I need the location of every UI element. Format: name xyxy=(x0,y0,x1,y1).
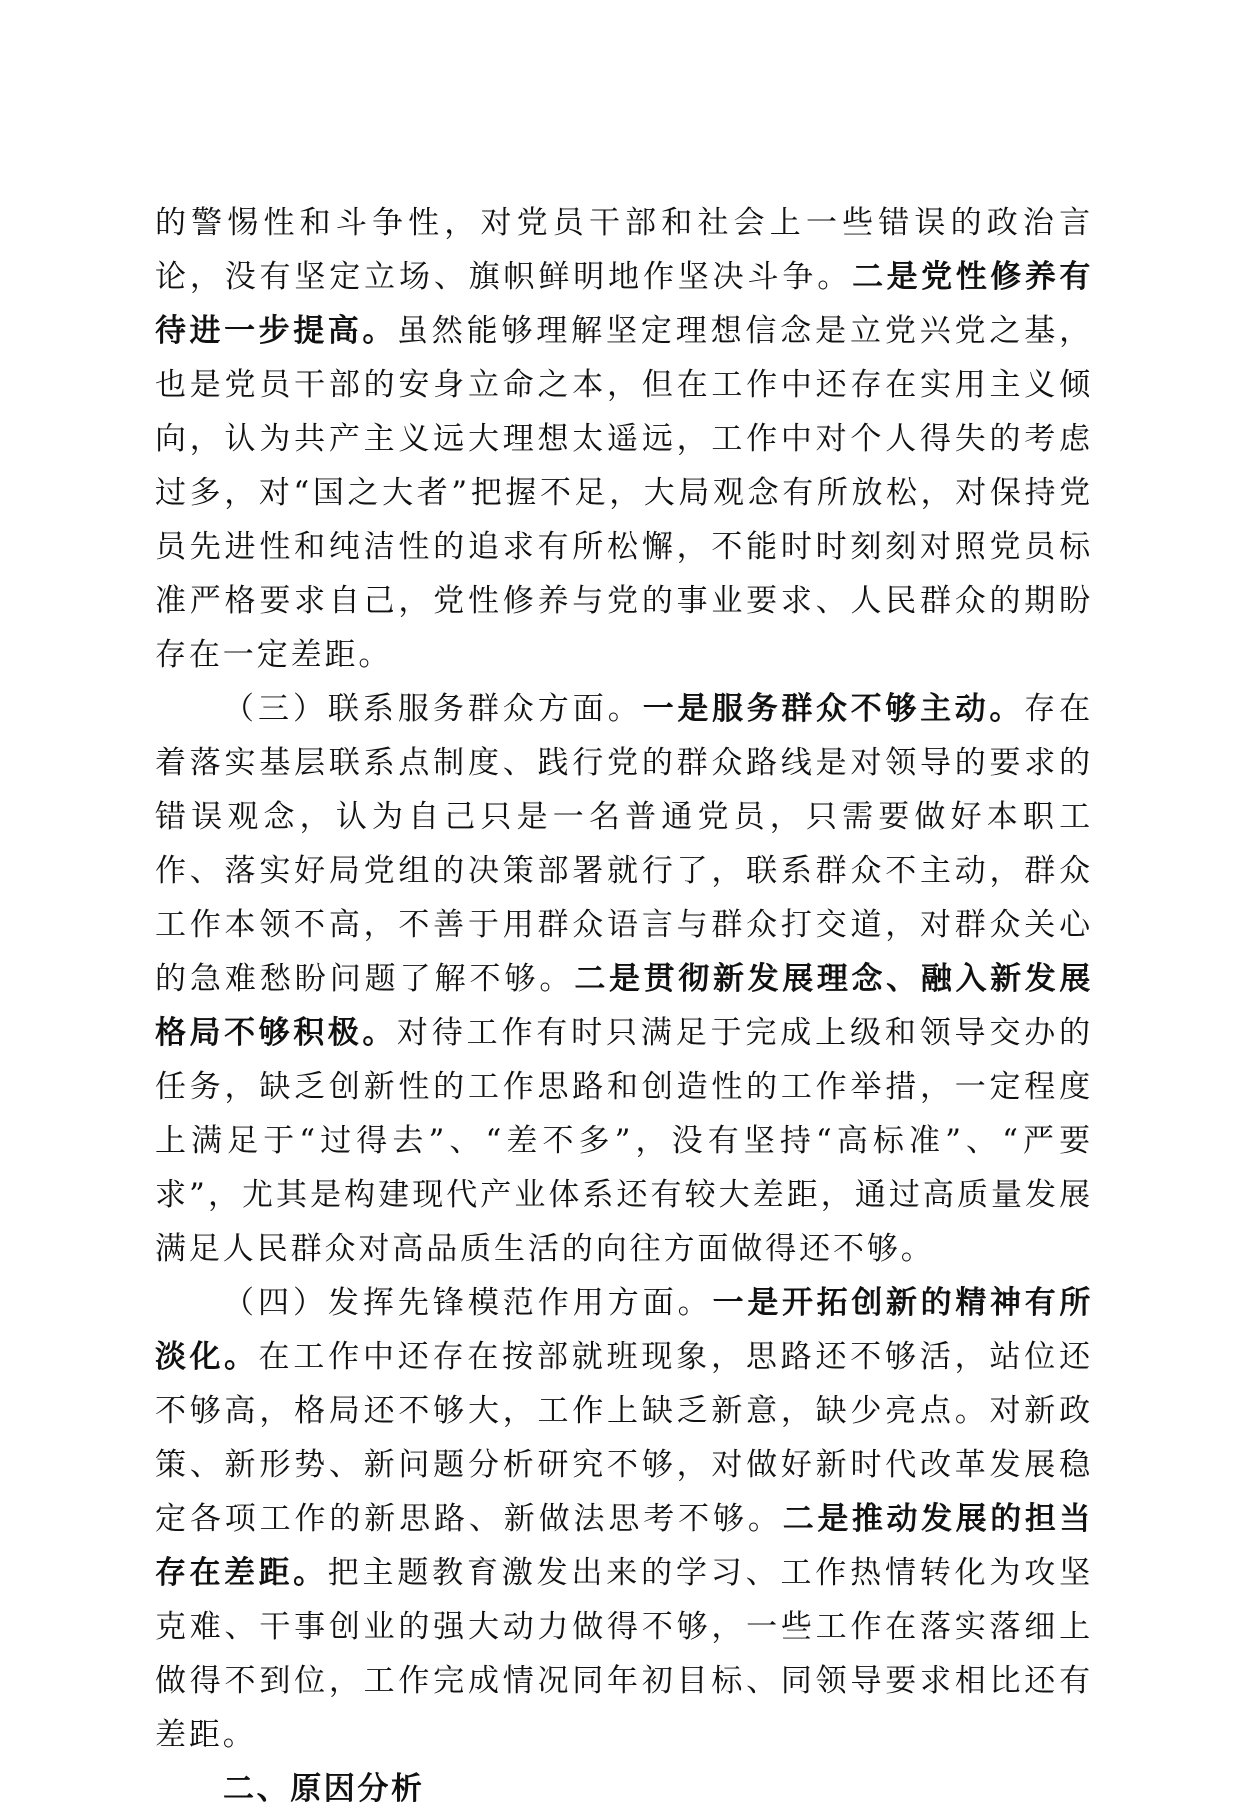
paragraph-text: 在工作中还存在按部就班现象，思路还不够活，站位还不够高，格局还不够大，工作上缺乏新意，缺少亮点。对新政策、新形势、新问题分析研究不够，对做好新时代改革发展稳定各项工作的新思路、新做法思考不够。 xyxy=(155,1339,1093,1537)
paragraph-text: （四）发挥先锋模范作用方面。 xyxy=(223,1285,713,1321)
paragraph-text: 虽然能够理解坚定理想信念是立党兴党之基，也是党员干部的安身立命之本，但在工作中还存在实用主义倾向，认为共产主义远大理想太遥远，工作中对个人得失的考虑过多，对“国之大者”把握不足，大局观念有所放松，对保持党员先进性和纯洁性的追求有所松懈，不能时时刻刻对照党员标准严格要求自己，党性修养与党的事业要求、人民群众的期盼存在一定差距。 xyxy=(155,313,1094,673)
paragraph-text: （三）联系服务群众方面。 xyxy=(223,691,643,727)
paragraph-bold-heading: 一是服务群众不够主动。 xyxy=(642,691,1025,727)
paragraph-party-spirit xyxy=(155,196,1093,682)
paragraph-vanguard-role xyxy=(155,1276,1093,1762)
document-body xyxy=(155,196,1093,1816)
paragraph-text: 存在着落实基层联系点制度、践行党的群众路线是对领导的要求的错误观念，认为自己只是一名普通党员，只需要做好本职工作、落实好局党组的决策部署就行了，联系群众不主动，群众工作本领不高，不善于用群众语言与群众打交道，对群众关心的急难愁盼问题了解不够。 xyxy=(155,691,1093,997)
paragraph-text: 的警惕性和斗争性，对党员干部和社会上一些错误的政治言论，没有坚定立场、旗帜鲜明地作坚决斗争。 xyxy=(155,205,1093,295)
paragraph-bold-heading: 二是推动发展的担当存在差距。 xyxy=(155,1501,1093,1591)
paragraph-bold-heading: 一是开拓创新的精神有所淡化。 xyxy=(155,1285,1093,1375)
section-heading-cause-analysis: 二、原因分析 xyxy=(223,1771,425,1807)
paragraph-bold-heading: 二是党性修养有待进一步提高。 xyxy=(155,259,1093,349)
paragraph-text: 对待工作有时只满足于完成上级和领导交办的任务，缺乏创新性的工作思路和创造性的工作举措，一定程度上满足于“过得去”、“差不多”，没有坚持“高标准”、“严要求”，尤其是构建现代产业体系还有较大差距，通过高质量发展满足人民群众对高品质生活的向往方面做得还不够。 xyxy=(155,1015,1094,1267)
paragraph-serving-masses xyxy=(155,682,1093,1276)
paragraph-text: 把主题教育激发出来的学习、工作热情转化为攻坚克难、干事创业的强大动力做得不够，一些工作在落实落细上做得不到位，工作完成情况同年初目标、同领导要求相比还有差距。 xyxy=(155,1555,1093,1753)
paragraph-bold-heading: 二是贯彻新发展理念、融入新发展格局不够积极。 xyxy=(155,961,1093,1051)
